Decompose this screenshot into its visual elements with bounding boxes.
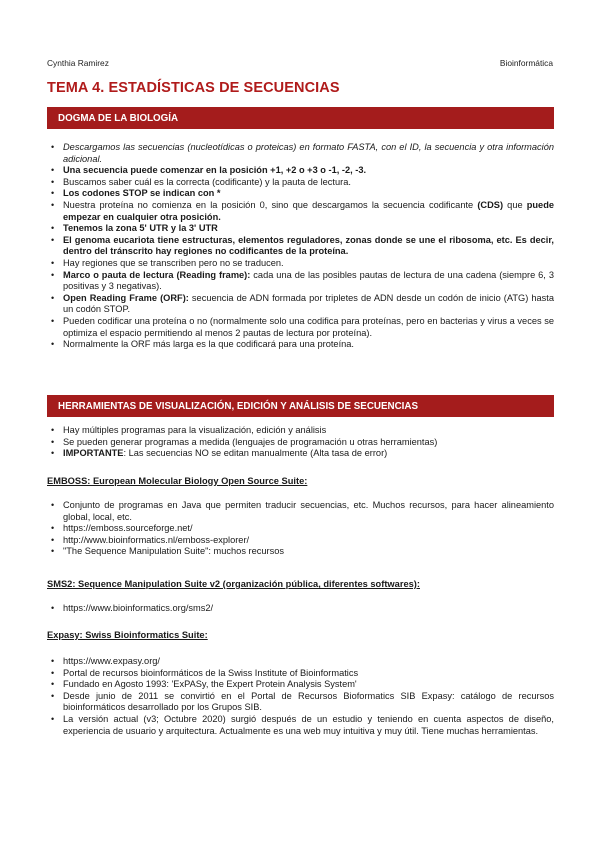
list-item: • Pueden codificar una proteína o no (normalmente solo una codifica para proteínas, pero en bacterias y virus a veces se optimiza el espacio permitiendo al menos 2 pautas de lectura por proteína). [51,315,554,338]
list-item [47,523,554,535]
sms2-link[interactable]: https://www.bioinformatics.org/sms2/ [63,603,214,613]
bullet-icon: • [51,257,55,268]
bullet-icon: • [51,165,55,176]
emboss-subheading: EMBOSS: European Molecular Biology Open Source Suite: [47,476,308,486]
bullet-icon: • [51,534,55,545]
section-heading-label: DOGMA DE LA BIOLOGÍA [58,112,179,124]
bullet-icon: • [51,436,55,447]
list-item: • Descargamos las secuencias (nucleotídicas o proteicas) en formato FASTA, con el ID, la secuencia y otra información adicional. [51,142,554,164]
bullet-icon: • [51,500,55,510]
page-title: TEMA 4. ESTADÍSTICAS DE SECUENCIAS [47,80,340,96]
list-item: • Open Reading Frame (ORF): secuencia de ADN formada por tripletes de ADN desde un codón de inicio (ATG) hasta un codón STOP. [51,292,554,315]
list-item [47,603,554,615]
bullet-icon: • [51,690,55,701]
expasy-list [47,656,554,737]
list-item [47,535,554,547]
bullet-icon: • [51,546,55,557]
header-subject: Bioinformática [499,58,553,68]
list-item: • IMPORTANTE: Las secuencias NO se editan manualmente (Alta tasa de error) [51,448,388,459]
list-item: • Desde junio de 2011 se convirtió en el Portal de Recursos Bioformatics SIB Expasy: catálogo de recursos bioinformáticos desarrollado por los Grupos SIB. [51,690,554,713]
section-heading-label: HERRAMIENTAS DE VISUALIZACIÓN, EDICIÓN Y ANÁLISIS DE SECUENCIAS [58,400,418,412]
expasy-link[interactable]: https://www.expasy.org/ [63,656,160,666]
sms2-list [47,603,554,615]
bullet-icon: • [51,142,55,152]
bullet-icon: • [51,234,55,245]
emboss-list [47,500,554,558]
bullet-icon: • [51,199,55,210]
list-item: • Los codones STOP se indican con * [51,188,221,199]
bullet-icon: • [51,339,55,350]
list-item: • Portal de recursos bioinformáticos de la Swiss Institute of Bioinformatics [51,667,359,678]
bullet-icon: • [51,523,55,534]
emboss-link[interactable]: https://emboss.sourceforge.net/ [63,523,193,534]
bullet-icon: • [51,188,55,199]
list-item: • Una secuencia puede comenzar en la posición +1, +2 o +3 o -1, -2, -3. [51,165,367,176]
bullet-icon: • [51,713,55,724]
header-author: Cynthia Ramirez [47,58,109,68]
expasy-subheading: Expasy: Swiss Bioinformatics Suite: [47,630,208,640]
list-item: • El genoma eucariota tiene estructuras, elementos reguladores, zonas donde se une el ribosoma, etc. Es decir, dentro del tránscrito hay regiones no codificantes de la proteína. [51,234,554,257]
bullet-icon: • [51,292,55,303]
section-heading-dogma [47,107,554,129]
section-heading-herramientas [47,395,554,417]
bullet-icon: • [51,425,55,435]
bullet-icon: • [51,679,55,690]
list-item: • Tenemos la zona 5' UTR y la 3' UTR [51,223,218,234]
list-item [47,656,554,668]
list-item: • Nuestra proteína no comienza en la posición 0, sino que descargamos la secuencia codificante (CDS) que puede empezar en cualquier otra posición. [51,199,554,222]
dogma-list [47,142,554,351]
bullet-icon: • [51,176,55,187]
list-item: • La versión actual (v3; Octubre 2020) surgió después de un estudio y teniendo en cuenta aspectos de diseño, experiencia de usuario y arquitectura. Actualmente es una web muy intuitiva y muy útil. Tiene muchas herramientas. [51,713,554,736]
bullet-icon: • [51,223,55,234]
bullet-icon: • [51,656,55,666]
bullet-icon: • [51,269,55,280]
list-item: • Marco o pauta de lectura (Reading frame): cada una de las posibles pautas de lectura de una cadena (siempre 6, 3 positivas y 3 negativas). [51,269,554,292]
bullet-icon: • [51,315,55,326]
emboss-explorer-link[interactable]: http://www.bioinformatics.nl/emboss-explorer/ [63,534,250,545]
bullet-icon: • [51,667,55,678]
list-item: • Hay múltiples programas para la visualización, edición y análisis [51,425,327,435]
sms2-subheading: SMS2: Sequence Manipulation Suite v2 (organización pública, diferentes softwares): [47,579,420,589]
list-item: • Normalmente la ORF más larga es la que codificará para una proteína. [51,339,355,350]
list-item: • Conjunto de programas en Java que permiten traducir secuencias, etc. Muchos recursos, para hacer alineamiento global, local, etc. [51,500,554,522]
list-item: • Hay regiones que se transcriben pero no se traducen. [51,257,284,268]
list-item: • "The Sequence Manipulation Suite": muchos recursos [51,546,284,557]
list-item: • Buscamos saber cuál es la correcta (codificante) y la pauta de lectura. [51,176,351,187]
bullet-icon: • [51,448,55,459]
list-item: • Se pueden generar programas a medida (lenguajes de programación u otras herramientas) [51,436,438,447]
bullet-icon: • [51,603,55,613]
tools-list [47,425,554,460]
list-item: • Fundado en Agosto 1993: 'ExPASy, the Expert Protein Analysis System' [51,679,357,690]
